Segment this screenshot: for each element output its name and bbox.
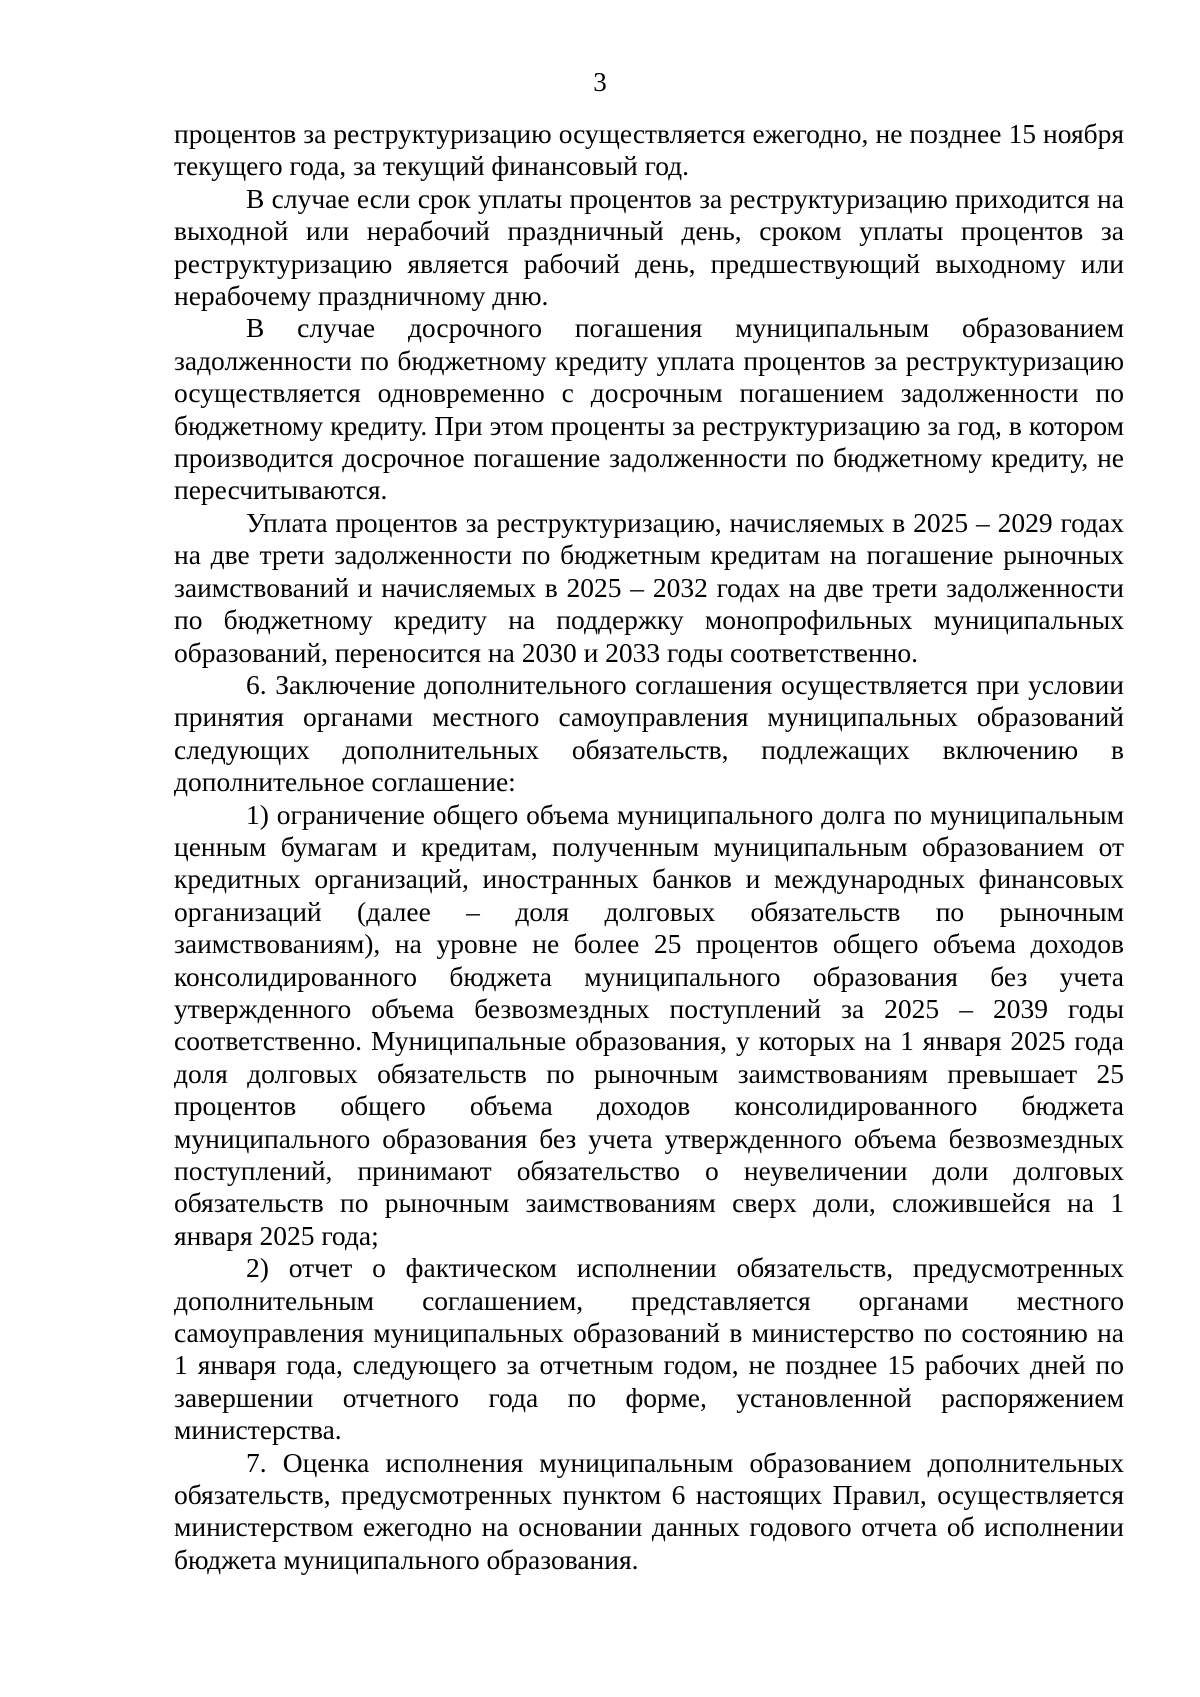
- paragraph-payment-due-date: В случае если срок уплаты процентов за реструктуризацию приходится на выходной или нерабочий праздничный день, сроком уплаты процентов за реструктуризацию является рабочий день, предшествующий выходному или нерабочему праздничному дню.: [174, 182, 1124, 312]
- paragraph-continuation: процентов за реструктуризацию осуществляется ежегодно, не позднее 15 ноября текущего года, за текущий финансовый год.: [174, 118, 1124, 182]
- paragraph-item-7: 7. Оценка исполнения муниципальным образованием дополнительных обязательств, предусмотренных пунктом 6 настоящих Правил, осуществляется министерством ежегодно на основании данных годового отчета об исполнении бюджета муниципального образования.: [174, 1446, 1124, 1575]
- page-number: 3: [593, 67, 607, 97]
- paragraph-subitem-1: 1) ограничение общего объема муниципального долга по муниципальным ценным бумагам и кредитам, полученным муниципальным образованием от кредитных организаций, иностранных банков и международных финансовых организаций (далее – доля долговых обязательств по рыночным заимствованиям), на уровне не более 25 процентов общего объема доходов консолидированного бюджета муниципального образования без учета утвержденного объема безвозмездных поступлений за 2025 – 2039 годы соответственно. Муниципальные образования, у которых на 1 января 2025 года доля долговых обязательств по рыночным заимствованиям превышает 25 процентов общего объема доходов консолидированного бюджета муниципального образования без учета утвержденного объема безвозмездных поступлений, принимают обязательство о неувеличении доли долговых обязательств по рыночным заимствованиям сверх доли, сложившейся на 1 января 2025 года;: [174, 798, 1124, 1251]
- document-body: [174, 118, 1124, 1576]
- paragraph-interest-deferral: Уплата процентов за реструктуризацию, начисляемых в 2025 – 2029 годах на две трети задолженности по бюджетным кредитам на погашение рыночных заимствований и начисляемых в 2025 – 2032 годах на две трети задолженности по бюджетному кредиту на поддержку монопрофильных муниципальных образований, переносится на 2030 и 2033 годы соответственно.: [174, 506, 1124, 668]
- paragraph-early-repayment: В случае досрочного погашения муниципальным образованием задолженности по бюджетному кредиту уплата процентов за реструктуризацию осуществляется одновременно с досрочным погашением задолженности по бюджетному кредиту. При этом проценты за реструктуризацию за год, в котором производится досрочное погашение задолженности по бюджетному кредиту, не пересчитываются.: [174, 312, 1124, 506]
- paragraph-item-6: 6. Заключение дополнительного соглашения осуществляется при условии принятия органами местного самоуправления муниципальных образований следующих дополнительных обязательств, подлежащих включению в дополнительное соглашение:: [174, 668, 1124, 798]
- paragraph-subitem-2: 2) отчет о фактическом исполнении обязательств, предусмотренных дополнительным соглашением, представляется органами местного самоуправления муниципальных образований в министерство по состоянию на 1 января года, следующего за отчетным годом, не позднее 15 рабочих дней по завершении отчетного года по форме, установленной распоряжением министерства.: [174, 1252, 1124, 1446]
